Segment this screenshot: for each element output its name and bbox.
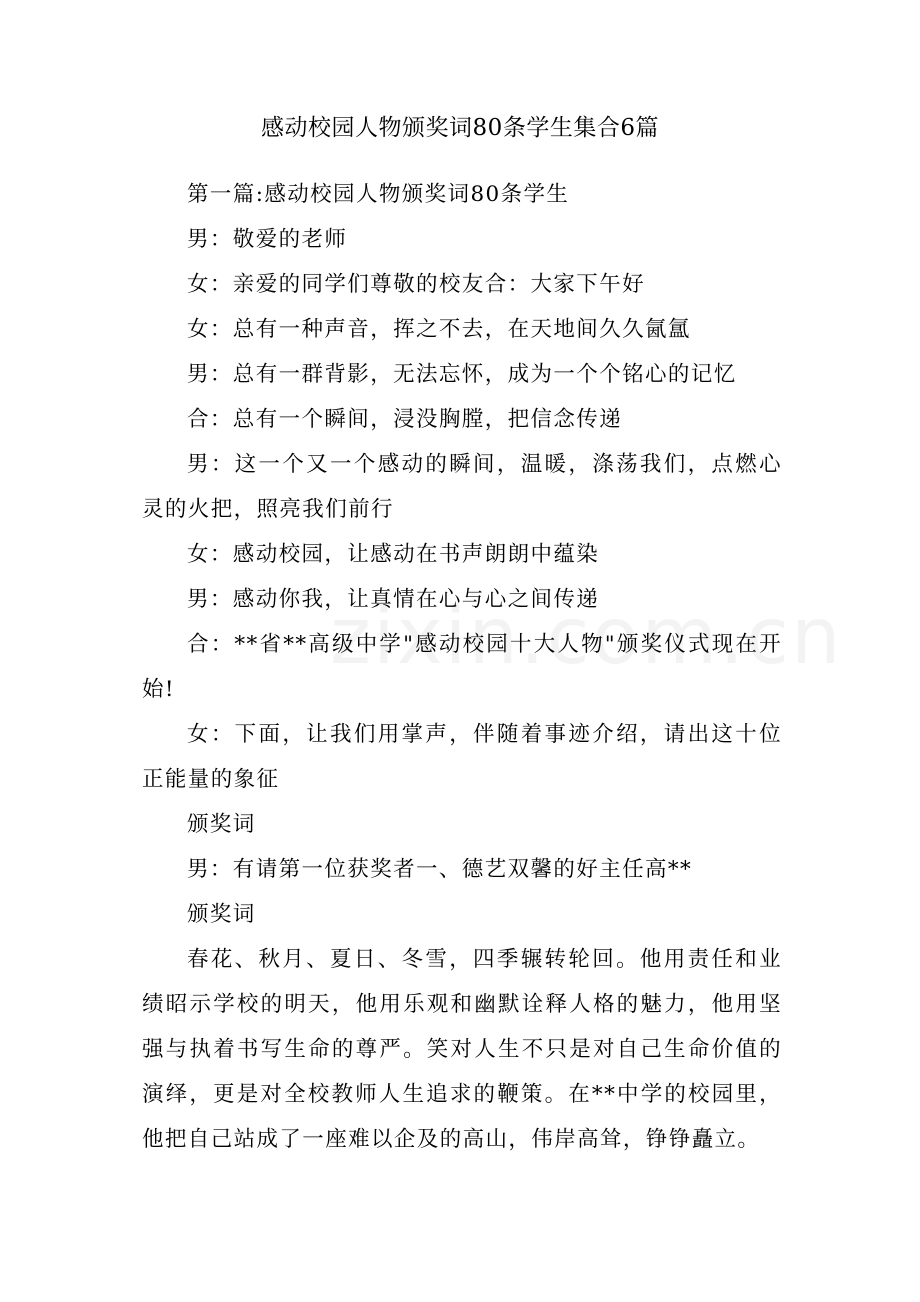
paragraph: 男：这一个又一个感动的瞬间，温暖，涤荡我们，点燃心灵的火把，照亮我们前行 (142, 452, 782, 522)
paragraph: 女：感动校园，让感动在书声朗朗中蕴染 (187, 542, 600, 567)
section-heading: 颁奖词 (187, 812, 256, 837)
paragraph: 男：敬爱的老师 (187, 227, 348, 252)
paragraph: 男：总有一群背影，无法忘怀，成为一个个铭心的记忆 (187, 362, 737, 387)
document-body (142, 172, 782, 1162)
paragraph: 合：总有一个瞬间，浸没胸膛，把信念传递 (187, 407, 623, 432)
paragraph: 女：下面，让我们用掌声，伴随着事迹介绍，请出这十位正能量的象征 (142, 722, 782, 792)
paragraph: 男：有请第一位获奖者一、德艺双馨的好主任高** (187, 857, 693, 882)
paragraph: 女：亲爱的同学们尊敬的校友合：大家下午好 (187, 272, 646, 297)
document-title: 感动校园人物颁奖词80条学生集合6篇 (261, 115, 659, 141)
paragraph: 第一篇:感动校园人物颁奖词80条学生 (187, 182, 570, 207)
paragraph: 合：**省**高级中学"感动校园十大人物"颁奖仪式现在开始! (142, 632, 782, 702)
section-heading: 颁奖词 (187, 902, 256, 927)
paragraph: 男：感动你我，让真情在心与心之间传递 (187, 587, 600, 612)
paragraph: 春花、秋月、夏日、冬雪，四季辗转轮回。他用责任和业绩昭示学校的明天，他用乐观和幽默诠释人格的魅力，他用坚强与执着书写生命的尊严。笑对人生不只是对自己生命价值的演绎，更是对全校教师人生追求的鞭策。在**中学的校园里，他把自己站成了一座难以企及的高山，伟岸高耸，铮铮矗立。 (142, 947, 782, 1152)
paragraph: 女：总有一种声音，挥之不去，在天地间久久氤氲 (187, 317, 691, 342)
